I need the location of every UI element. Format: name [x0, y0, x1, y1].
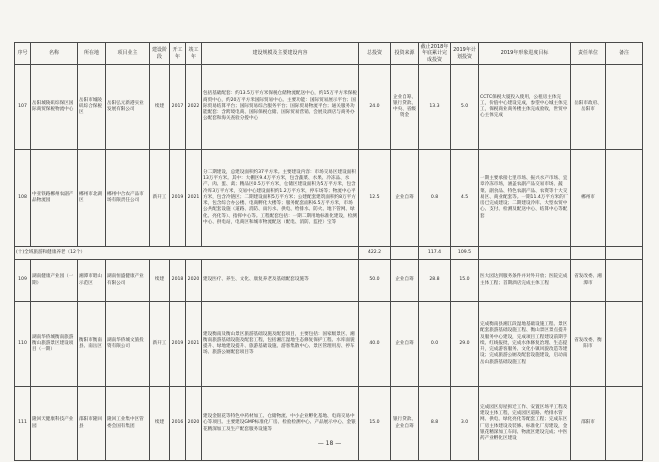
cell-end: 2021	[186, 302, 202, 387]
cell-target: 完成园区房屋拆迁工作、安置区场平工程及建设主体工程，完成园区道路、给排水管网、供电、绿化亮化等配套工程；完成东区厂房主体建设及装修、标准化厂房建设，金银花精深加工车间、物流区建设完成；中医药产业孵化区建设	[479, 387, 571, 461]
cell-target: 医大园达到服务条件并对外开放；医院完成主体工程；首期酒店完成主体工程	[479, 260, 571, 302]
cell-plan2019: 3.0	[451, 387, 479, 461]
section-source	[391, 247, 419, 260]
section-done2018: 117.4	[419, 247, 451, 260]
header-end: 竣工年	[186, 43, 202, 65]
cell-start: 2019	[170, 150, 186, 247]
header-location: 所在地	[78, 43, 106, 65]
cell-unit: 省发改委、湘潭市	[571, 260, 606, 302]
cell-end: 2020	[186, 260, 202, 302]
cell-location: 衡阳市衡南县、南岳区	[78, 302, 106, 387]
table-header-row	[15, 43, 643, 65]
cell-source: 企业自筹、银行贷款、中央、省级资金	[391, 65, 419, 150]
cell-target: CCTC保税大厦投入使用，公租房主体完工，价值中心建设完成，参望中心城主体完工，保税商业商务楼主体完成验收，世贸中心主体完成	[479, 65, 571, 150]
section-plan2019: 109.5	[451, 247, 479, 260]
cell-id: 110	[15, 302, 31, 387]
cell-source: 企业自筹	[391, 150, 419, 247]
cell-plan2019: 29.0	[451, 302, 479, 387]
table-row	[15, 302, 643, 387]
cell-name: 岳阳城陵矶综保区国际商贸保税物流中心	[31, 65, 78, 150]
header-seq: 序号	[15, 43, 31, 65]
cell-location: 邵阳市隆回县	[78, 387, 106, 461]
section-title: (十)全域旅游和健康养老（12个）	[15, 247, 359, 260]
cell-owner: 隆回工业集中区管委会国有集团	[106, 387, 150, 461]
header-plan2019: 2019年计划投资	[451, 43, 479, 65]
cell-end: 2020	[186, 387, 202, 461]
cell-plan2019: 5.0	[451, 65, 479, 150]
cell-source: 银行贷款、企业自筹	[391, 387, 419, 461]
header-name: 名称	[31, 43, 78, 65]
cell-remark	[606, 150, 643, 247]
cell-done2018: 13.3	[419, 65, 451, 150]
cell-name: 隆回天健康科技产业园	[31, 387, 78, 461]
cell-end: 2021	[186, 150, 202, 247]
table-row	[15, 150, 643, 247]
section-total: 422.2	[359, 247, 391, 260]
cell-plan2019: 15.0	[451, 260, 479, 302]
cell-start: 2016	[170, 387, 186, 461]
cell-total: 24.0	[359, 65, 391, 150]
cell-target: 一期主要承接七里市场、振兴水产市场、宜章冷冻市场，涵盖农副产品交易市场、蔬菜、副食品、特色农副产品、农资等十大交易区、商业配套等。一期11.4万平方米的厂房已完成建设；二期建设冷库、大型农贸中心、支付、检测及配送中心、结算中心等配套	[479, 150, 571, 247]
cell-unit: 省发改委、衡阳市	[571, 302, 606, 387]
cell-stage: 续建	[150, 260, 170, 302]
cell-remark	[606, 65, 643, 150]
cell-start: 2019	[170, 302, 186, 387]
section-row	[15, 247, 643, 260]
cell-end: 2022	[186, 65, 202, 150]
cell-location: 郴州市北湖区	[78, 150, 106, 247]
cell-owner: 湖南华侨城文旅投资有限公司	[106, 302, 150, 387]
header-source: 投资来源	[391, 43, 419, 65]
cell-total: 15.0	[359, 387, 391, 461]
cell-id: 111	[15, 387, 31, 461]
cell-remark	[606, 387, 643, 461]
table-row	[15, 260, 643, 302]
header-remark: 备注	[606, 43, 643, 65]
header-content: 建设规模及主要建设内容	[202, 43, 359, 65]
cell-done2018: 28.8	[419, 260, 451, 302]
cell-unit: 岳阳市政府、岳阳市	[571, 65, 606, 150]
section-target	[479, 247, 571, 260]
cell-total: 12.5	[359, 150, 391, 247]
header-stage: 建设阶段	[150, 43, 170, 65]
cell-stage: 新开工	[150, 302, 170, 387]
section-unit	[571, 247, 606, 260]
cell-done2018: 8.8	[419, 387, 451, 461]
cell-target: 完成衡南县湘江段湿地基础设施工程、景区配套旅游基础设施工程、衡山景区景点提升及服务中心建设，完成项目工程建设前期手续、红线报批，完成水体修复治理、生态提升，完成游客服务、文化小镇风貌改造等建设；完成旅游公厕及配套设施建设，启动南岳山旅游基础设施工程	[479, 302, 571, 387]
cell-done2018: 0.8	[419, 150, 451, 247]
cell-total: 40.0	[359, 302, 391, 387]
header-owner: 项目业主	[106, 43, 150, 65]
project-table	[14, 42, 643, 461]
cell-id: 109	[15, 260, 31, 302]
cell-id: 107	[15, 65, 31, 150]
cell-content: 建设医疗、养生、文化、康复养老及基础配套设施等	[202, 260, 359, 302]
cell-stage: 续建	[150, 65, 170, 150]
cell-remark	[606, 302, 643, 387]
header-total: 总投资	[359, 43, 391, 65]
cell-content: 分二期建设，总建设面积约37平方米。主要建设内容：市场交易区建设面积13万平方米。其中：大棚区9.4万平方米，包含蔬菜、水果、冷冻品、水产、肉、蛋、禽；精品区0.5万平方米，仓储区建设面积为5万平方米，包含冷库3万平方米，交易中心建设面积约1.2万平方米，停车场等；物流中心平方米，包含冷链区；二期建设面积5万平方米；公建配套建筑面积约8万平方米，包含综合办公楼、电商孵化大楼等；服务配套面积6.5万平方米，市场公共配套设施（道路、消防、雨污水、供电、给排水、防火、地下管网、绿化、亮化等）、指挥中心等。工程配套包括：一期二期用地标准化建设，检测中心、供电站，电商区和城市物流配送（配电、消防、监控）宝等	[202, 150, 359, 247]
cell-location: 湘潭市昭山示范区	[78, 260, 106, 302]
cell-name: 湖南健康产业园（一期）	[31, 260, 78, 302]
cell-id: 108	[15, 150, 31, 247]
cell-unit: 邵阳市	[571, 387, 606, 461]
cell-content: 建设衡南及衡山景区旅游基础设施及配套项目，主要包括：国家级景区、湘衡南旅游基础设施及配套工程，包括湘江湿地生态修复保护工程、水库面貌提升、绿地建设提升、旅游基础设施、游客集散中心、景区管理用房、停车场、旅游公厕配套项目等	[202, 302, 359, 387]
cell-stage: 新开工	[150, 150, 170, 247]
cell-plan2019: 4.5	[451, 150, 479, 247]
header-done2018: 截止2018年年底累计完成投资	[419, 43, 451, 65]
cell-location: 岳阳市城陵矶综合保税区	[78, 65, 106, 150]
cell-content: 包括基础配套：约13.5万平方米保税仓储物流配送中心，约15万平方米保税商贸中心，约20万平方米国际贸易中心。主要功能：国际贸易展示平台；国际贸易结算平台；国际贸易综合服务平台；国际贸易物流平台；通关服务功能配套：含跨境电商、国际保税仓储、国际贸易营销、会展及酒店与商务办公配套和海关查验分拨中心	[202, 65, 359, 150]
header-start: 开工年	[170, 43, 186, 65]
cell-source: 企业自筹	[391, 302, 419, 387]
cell-start: 2018	[170, 260, 186, 302]
cell-name: 湖南华侨城衡南旅游衡山旅游景区建设项目（一期）	[31, 302, 78, 387]
cell-done2018: 0.0	[419, 302, 451, 387]
cell-name: 中亚铁路郴州农副产品物流园	[31, 150, 78, 247]
cell-total: 50.0	[359, 260, 391, 302]
header-target: 2019年形象进度目标	[479, 43, 571, 65]
cell-content: 建设金银花等特色中药材加工、仓储物流、中小企业孵化基地、电商交易中心等项目。主要建设GMP标准化厂房、检验检测中心、产品展示中心、金银花精深加工及生产配套服务设施等	[202, 387, 359, 461]
cell-source: 企业自筹	[391, 260, 419, 302]
table-row	[15, 65, 643, 150]
page-number: — 18 —	[317, 440, 342, 447]
section-remark	[606, 247, 643, 260]
header-unit: 责任单位	[571, 43, 606, 65]
table-row	[15, 387, 643, 461]
cell-unit: 郴州市	[571, 150, 606, 247]
cell-stage: 续建	[150, 387, 170, 461]
cell-owner: 湖南恒盛健康产业有限公司	[106, 260, 150, 302]
cell-start: 2017	[170, 65, 186, 150]
cell-owner: 岳阳弘元新港实业发展有限公司	[106, 65, 150, 150]
cell-owner: 郴州中合农产品市场有限责任公司	[106, 150, 150, 247]
cell-remark	[606, 260, 643, 302]
